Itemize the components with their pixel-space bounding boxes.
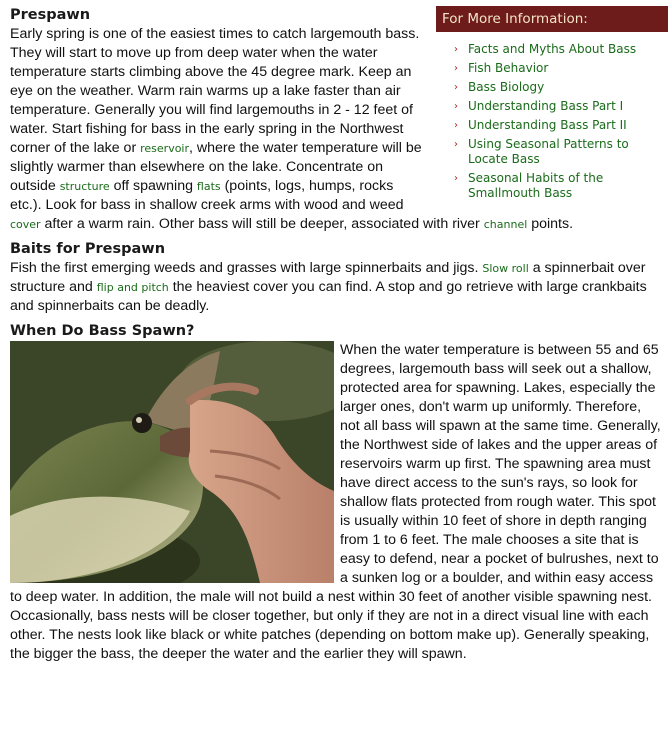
glossary-link-channel[interactable]: channel xyxy=(483,218,528,231)
arrow-icon: › xyxy=(454,139,458,150)
more-info-box xyxy=(436,6,668,205)
more-info-item[interactable] xyxy=(454,171,668,201)
glossary-link-slow-roll[interactable]: Slow roll xyxy=(482,262,529,275)
more-info-item[interactable] xyxy=(454,80,668,95)
text: (points, logs, humps, rocks etc.). Look for bass in shallow creek arms with wood and weed xyxy=(10,178,404,213)
section-baits xyxy=(10,240,662,316)
more-info-item[interactable] xyxy=(454,118,668,133)
bass-photo xyxy=(10,341,334,583)
text: Fish the first emerging weeds and grasses with large spinnerbaits and jigs. xyxy=(10,260,483,276)
more-info-item[interactable] xyxy=(454,61,668,76)
link-facts-myths[interactable]: Facts and Myths About Bass xyxy=(468,42,637,56)
arrow-icon: › xyxy=(454,63,458,74)
link-smallmouth-habits[interactable]: Seasonal Habits of the Smallmouth Bass xyxy=(468,171,604,200)
more-info-list xyxy=(436,32,668,201)
link-fish-behavior[interactable]: Fish Behavior xyxy=(468,61,549,75)
more-info-item[interactable] xyxy=(454,42,668,57)
glossary-link-flip-pitch[interactable]: flip and pitch xyxy=(96,281,169,294)
section-spawn xyxy=(10,322,662,664)
text: Early spring is one of the easiest times to catch largemouth bass. They will start to move up from deep water when the water temperature starts climbing above the 45 degree mark. Keep an eye on the weather. Warm rain warms up a lake faster than air temperature. Generally you will find largemouths in 2 - 12 feet of water. Start fishing for bass in the early spring in the Northwest corner of the lake or xyxy=(10,26,420,156)
text: after a warm rain. Other bass will still be deeper, associated with river xyxy=(40,216,484,232)
more-info-item[interactable] xyxy=(454,99,668,114)
text: , where the water temperature will be slightly warmer than elsewhere on the lake. Concentrate on outside xyxy=(10,140,422,194)
arrow-icon: › xyxy=(454,173,458,184)
glossary-link-cover[interactable]: cover xyxy=(10,218,41,231)
arrow-icon: › xyxy=(454,101,458,112)
bass-illustration xyxy=(10,341,334,583)
more-info-heading: For More Information: xyxy=(436,6,668,32)
text: points. xyxy=(527,216,574,232)
link-understanding-part-1[interactable]: Understanding Bass Part I xyxy=(468,99,624,113)
arrow-icon: › xyxy=(454,82,458,93)
glossary-link-structure[interactable]: structure xyxy=(59,180,110,193)
link-bass-biology[interactable]: Bass Biology xyxy=(468,80,545,94)
glossary-link-reservoir[interactable]: reservoir xyxy=(140,142,190,155)
link-understanding-part-2[interactable]: Understanding Bass Part II xyxy=(468,118,627,132)
arrow-icon: › xyxy=(454,120,458,131)
text: a spinnerbait over structure and xyxy=(10,260,646,295)
arrow-icon: › xyxy=(454,44,458,55)
prespawn-heading: Prespawn xyxy=(10,7,91,23)
more-info-item[interactable] xyxy=(454,137,668,167)
glossary-link-flats[interactable]: flats xyxy=(196,180,221,193)
text: off spawning xyxy=(109,178,197,194)
text: the heaviest cover you can find. A stop and go retrieve with large crankbaits and spinnerbaits can be deadly. xyxy=(10,279,647,314)
link-seasonal-patterns[interactable]: Using Seasonal Patterns to Locate Bass xyxy=(468,137,629,166)
spawn-paragraph: When the water temperature is between 55 and 65 degrees, largemouth bass will seek out a shallow, protected area for spawning. Lakes, especially the larger ones, don't warm up uniformly. Therefore, not all bass will spawn at the same time. Generally, the Northwest side of lakes and the upper areas of reservoirs warm up first. The spawning area must have direct access to the sun's rays, so look for shallow flats protected from rough water. This spot is usually within 10 feet of shore in depth ranging from 1 to 6 feet. The male chooses a site that is easy to defend, near a pocket of bulrushes, next to a sunken log or a boulder, and within easy access to deep water. In addition, the male will not build a nest within 30 feet of another visible spawning nest. Occasionally, bass nests will be closer together, but only if they are not in a direct visual line with each other. The nests look like black or white patches (depending on bottom make up). Generally speaking, the bigger the bass, the deeper the water and the earlier they will spawn. xyxy=(10,342,661,662)
baits-paragraph xyxy=(10,259,662,316)
article xyxy=(10,6,662,670)
baits-heading: Baits for Prespawn xyxy=(10,241,166,257)
spawn-heading: When Do Bass Spawn? xyxy=(10,323,195,339)
